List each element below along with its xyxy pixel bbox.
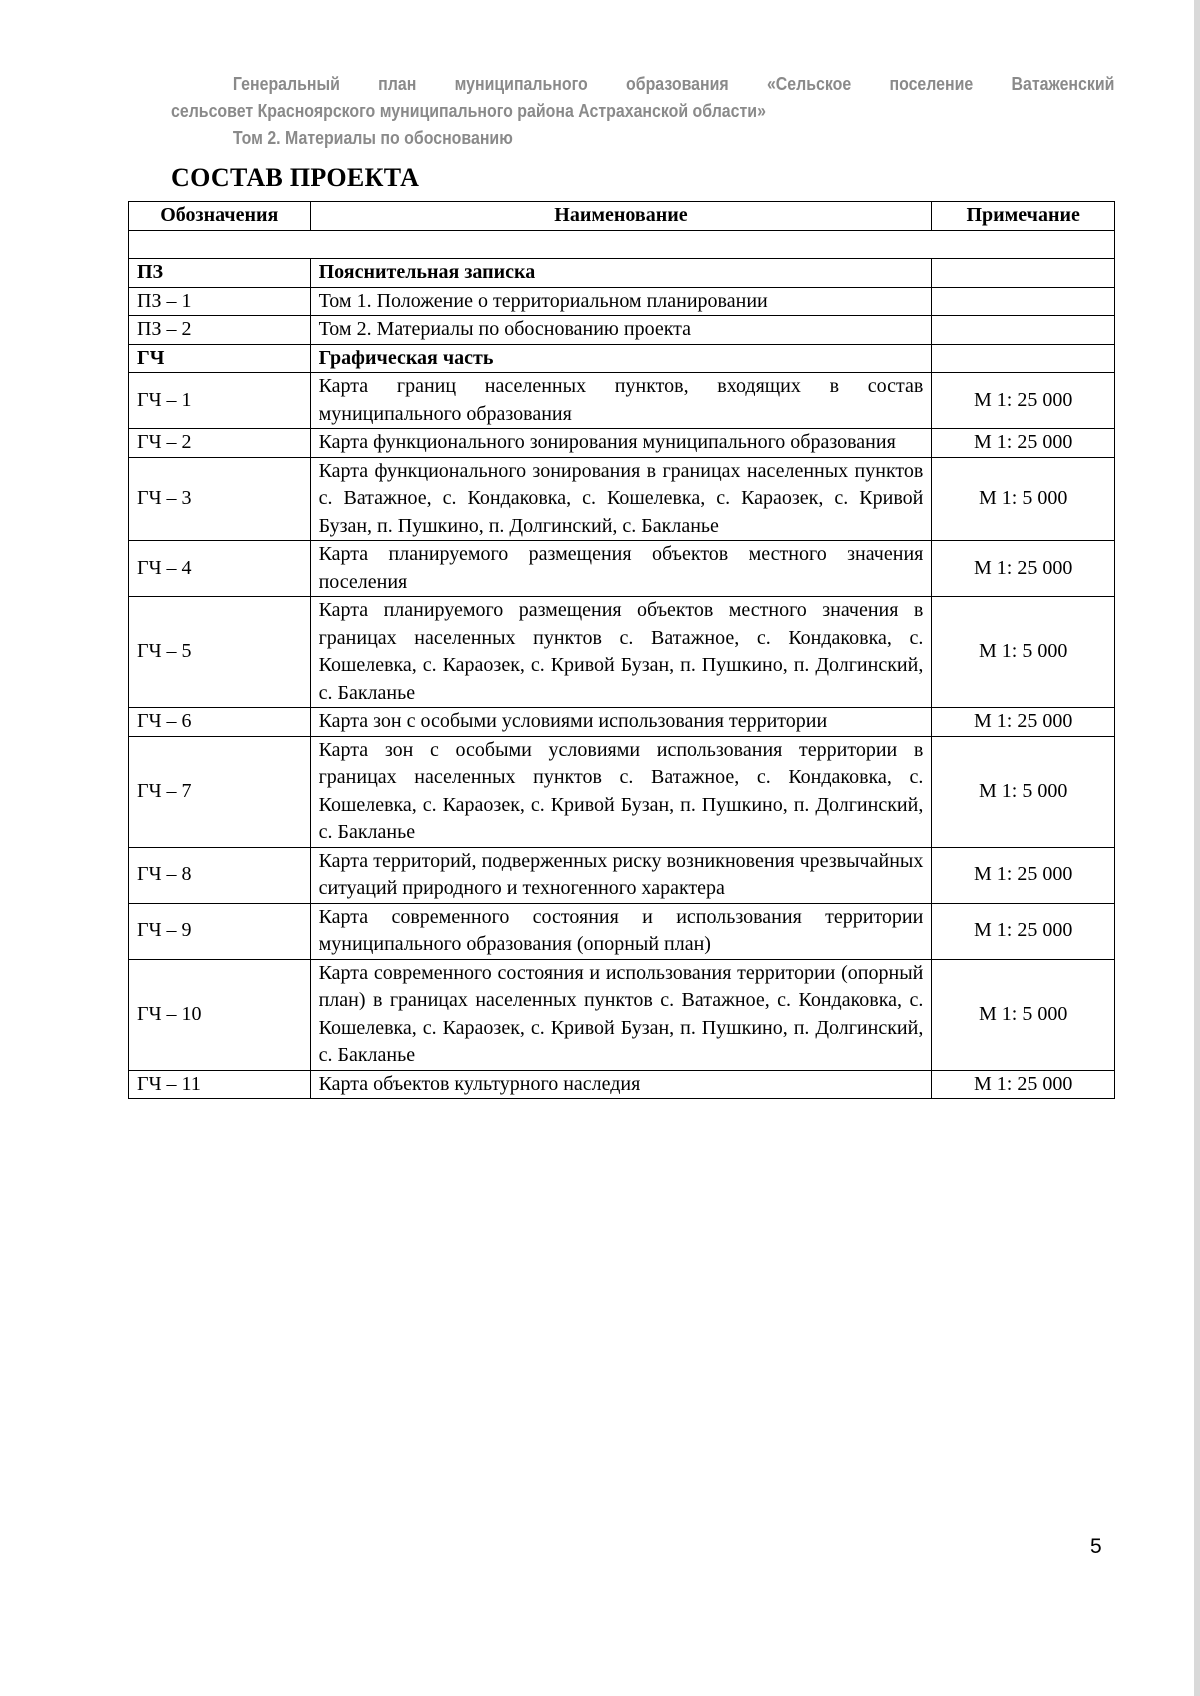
header-line-1: Генеральный план муниципального образования «Сельское поселение Ватаженский bbox=[232, 73, 1115, 94]
table-row bbox=[129, 1070, 1115, 1099]
table-header-row bbox=[129, 202, 1115, 231]
cell-note bbox=[932, 259, 1115, 288]
page-number: 5 bbox=[1090, 1535, 1102, 1558]
table-row bbox=[129, 903, 1115, 959]
cell-name: Карта функционального зонирования муниципального образования bbox=[310, 429, 932, 458]
cell-note: М 1: 25 000 bbox=[932, 541, 1115, 597]
table-row bbox=[129, 708, 1115, 737]
column-header-code: Обозначения bbox=[129, 202, 311, 231]
cell-code: ГЧ – 9 bbox=[129, 903, 311, 959]
cell-code: ПЗ – 2 bbox=[129, 316, 311, 345]
table-row bbox=[129, 429, 1115, 458]
cell-note bbox=[932, 316, 1115, 345]
table-row bbox=[129, 344, 1115, 373]
column-header-name: Наименование bbox=[310, 202, 932, 231]
cell-code: ГЧ – 1 bbox=[129, 373, 311, 429]
cell-name: Пояснительная записка bbox=[310, 259, 932, 288]
cell-name: Карта зон с особыми условиями использования территории в границах населенных пунктов с. Ватажное, с. Кондаковка, с. Кошелевка, с. Караозек, с. Кривой Бузан, п. Пушкино, п. Долгинский, с. Бакланье bbox=[310, 736, 932, 847]
cell-name: Том 2. Материалы по обоснованию проекта bbox=[310, 316, 932, 345]
cell-code: ПЗ bbox=[129, 259, 311, 288]
cell-name: Карта планируемого размещения объектов местного значения в границах населенных пунктов с. Ватажное, с. Кондаковка, с. Кошелевка, с. Караозек, с. Кривой Бузан, п. Пушкино, п. Долгинский, с. Бакланье bbox=[310, 597, 932, 708]
table-row bbox=[129, 847, 1115, 903]
cell-name: Карта объектов культурного наследия bbox=[310, 1070, 932, 1099]
cell-code: ГЧ – 6 bbox=[129, 708, 311, 737]
cell-note: М 1: 25 000 bbox=[932, 903, 1115, 959]
table-row bbox=[129, 457, 1115, 541]
cell-code: ГЧ bbox=[129, 344, 311, 373]
cell-code: ГЧ – 8 bbox=[129, 847, 311, 903]
table-row bbox=[129, 373, 1115, 429]
cell-code: ГЧ – 5 bbox=[129, 597, 311, 708]
cell-name: Том 1. Положение о территориальном планировании bbox=[310, 287, 932, 316]
page-edge bbox=[1194, 0, 1200, 1696]
cell-code: ГЧ – 2 bbox=[129, 429, 311, 458]
cell-note: М 1: 5 000 bbox=[932, 959, 1115, 1070]
cell-note: М 1: 5 000 bbox=[932, 457, 1115, 541]
cell-note bbox=[932, 344, 1115, 373]
cell-name: Карта современного состояния и использования территории (опорный план) в границах населенных пунктов с. Ватажное, с. Кондаковка, с. Кошелевка, с. Караозек, с. Кривой Бузан, п. Пушкино, п. Долгинский, с. Бакланье bbox=[310, 959, 932, 1070]
table-row bbox=[129, 259, 1115, 288]
cell-name: Карта границ населенных пунктов, входящих в состав муниципального образования bbox=[310, 373, 932, 429]
column-header-note: Примечание bbox=[932, 202, 1115, 231]
table-spacer-row bbox=[129, 231, 1115, 259]
cell-note: М 1: 25 000 bbox=[932, 373, 1115, 429]
cell-note: М 1: 25 000 bbox=[932, 708, 1115, 737]
table-spacer-cell bbox=[129, 231, 1115, 259]
project-composition-table bbox=[128, 201, 1115, 1099]
cell-note: М 1: 25 000 bbox=[932, 847, 1115, 903]
table-row bbox=[129, 597, 1115, 708]
table-row bbox=[129, 736, 1115, 847]
header-line-3: Том 2. Материалы по обоснованию bbox=[232, 127, 513, 148]
cell-name: Карта современного состояния и использования территории муниципального образования (опорный план) bbox=[310, 903, 932, 959]
table-row bbox=[129, 316, 1115, 345]
header-line-2: сельсовет Красноярского муниципального района Астраханской области» bbox=[171, 100, 766, 121]
cell-note: М 1: 5 000 bbox=[932, 736, 1115, 847]
cell-code: ГЧ – 4 bbox=[129, 541, 311, 597]
table-row bbox=[129, 541, 1115, 597]
cell-note bbox=[932, 287, 1115, 316]
cell-code: ПЗ – 1 bbox=[129, 287, 311, 316]
page-title: СОСТАВ ПРОЕКТА bbox=[171, 163, 420, 192]
cell-code: ГЧ – 11 bbox=[129, 1070, 311, 1099]
cell-note: М 1: 5 000 bbox=[932, 597, 1115, 708]
cell-note: М 1: 25 000 bbox=[932, 429, 1115, 458]
running-header bbox=[171, 70, 1115, 151]
cell-code: ГЧ – 3 bbox=[129, 457, 311, 541]
table-row bbox=[129, 959, 1115, 1070]
cell-name: Карта территорий, подверженных риску возникновения чрезвычайных ситуаций природного и техногенного характера bbox=[310, 847, 932, 903]
cell-name: Карта планируемого размещения объектов местного значения поселения bbox=[310, 541, 932, 597]
table-row bbox=[129, 287, 1115, 316]
cell-code: ГЧ – 10 bbox=[129, 959, 311, 1070]
cell-name: Карта зон с особыми условиями использования территории bbox=[310, 708, 932, 737]
cell-name: Графическая часть bbox=[310, 344, 932, 373]
cell-note: М 1: 25 000 bbox=[932, 1070, 1115, 1099]
cell-name: Карта функционального зонирования в границах населенных пунктов с. Ватажное, с. Кондаковка, с. Кошелевка, с. Караозек, с. Кривой Бузан, п. Пушкино, п. Долгинский, с. Бакланье bbox=[310, 457, 932, 541]
cell-code: ГЧ – 7 bbox=[129, 736, 311, 847]
